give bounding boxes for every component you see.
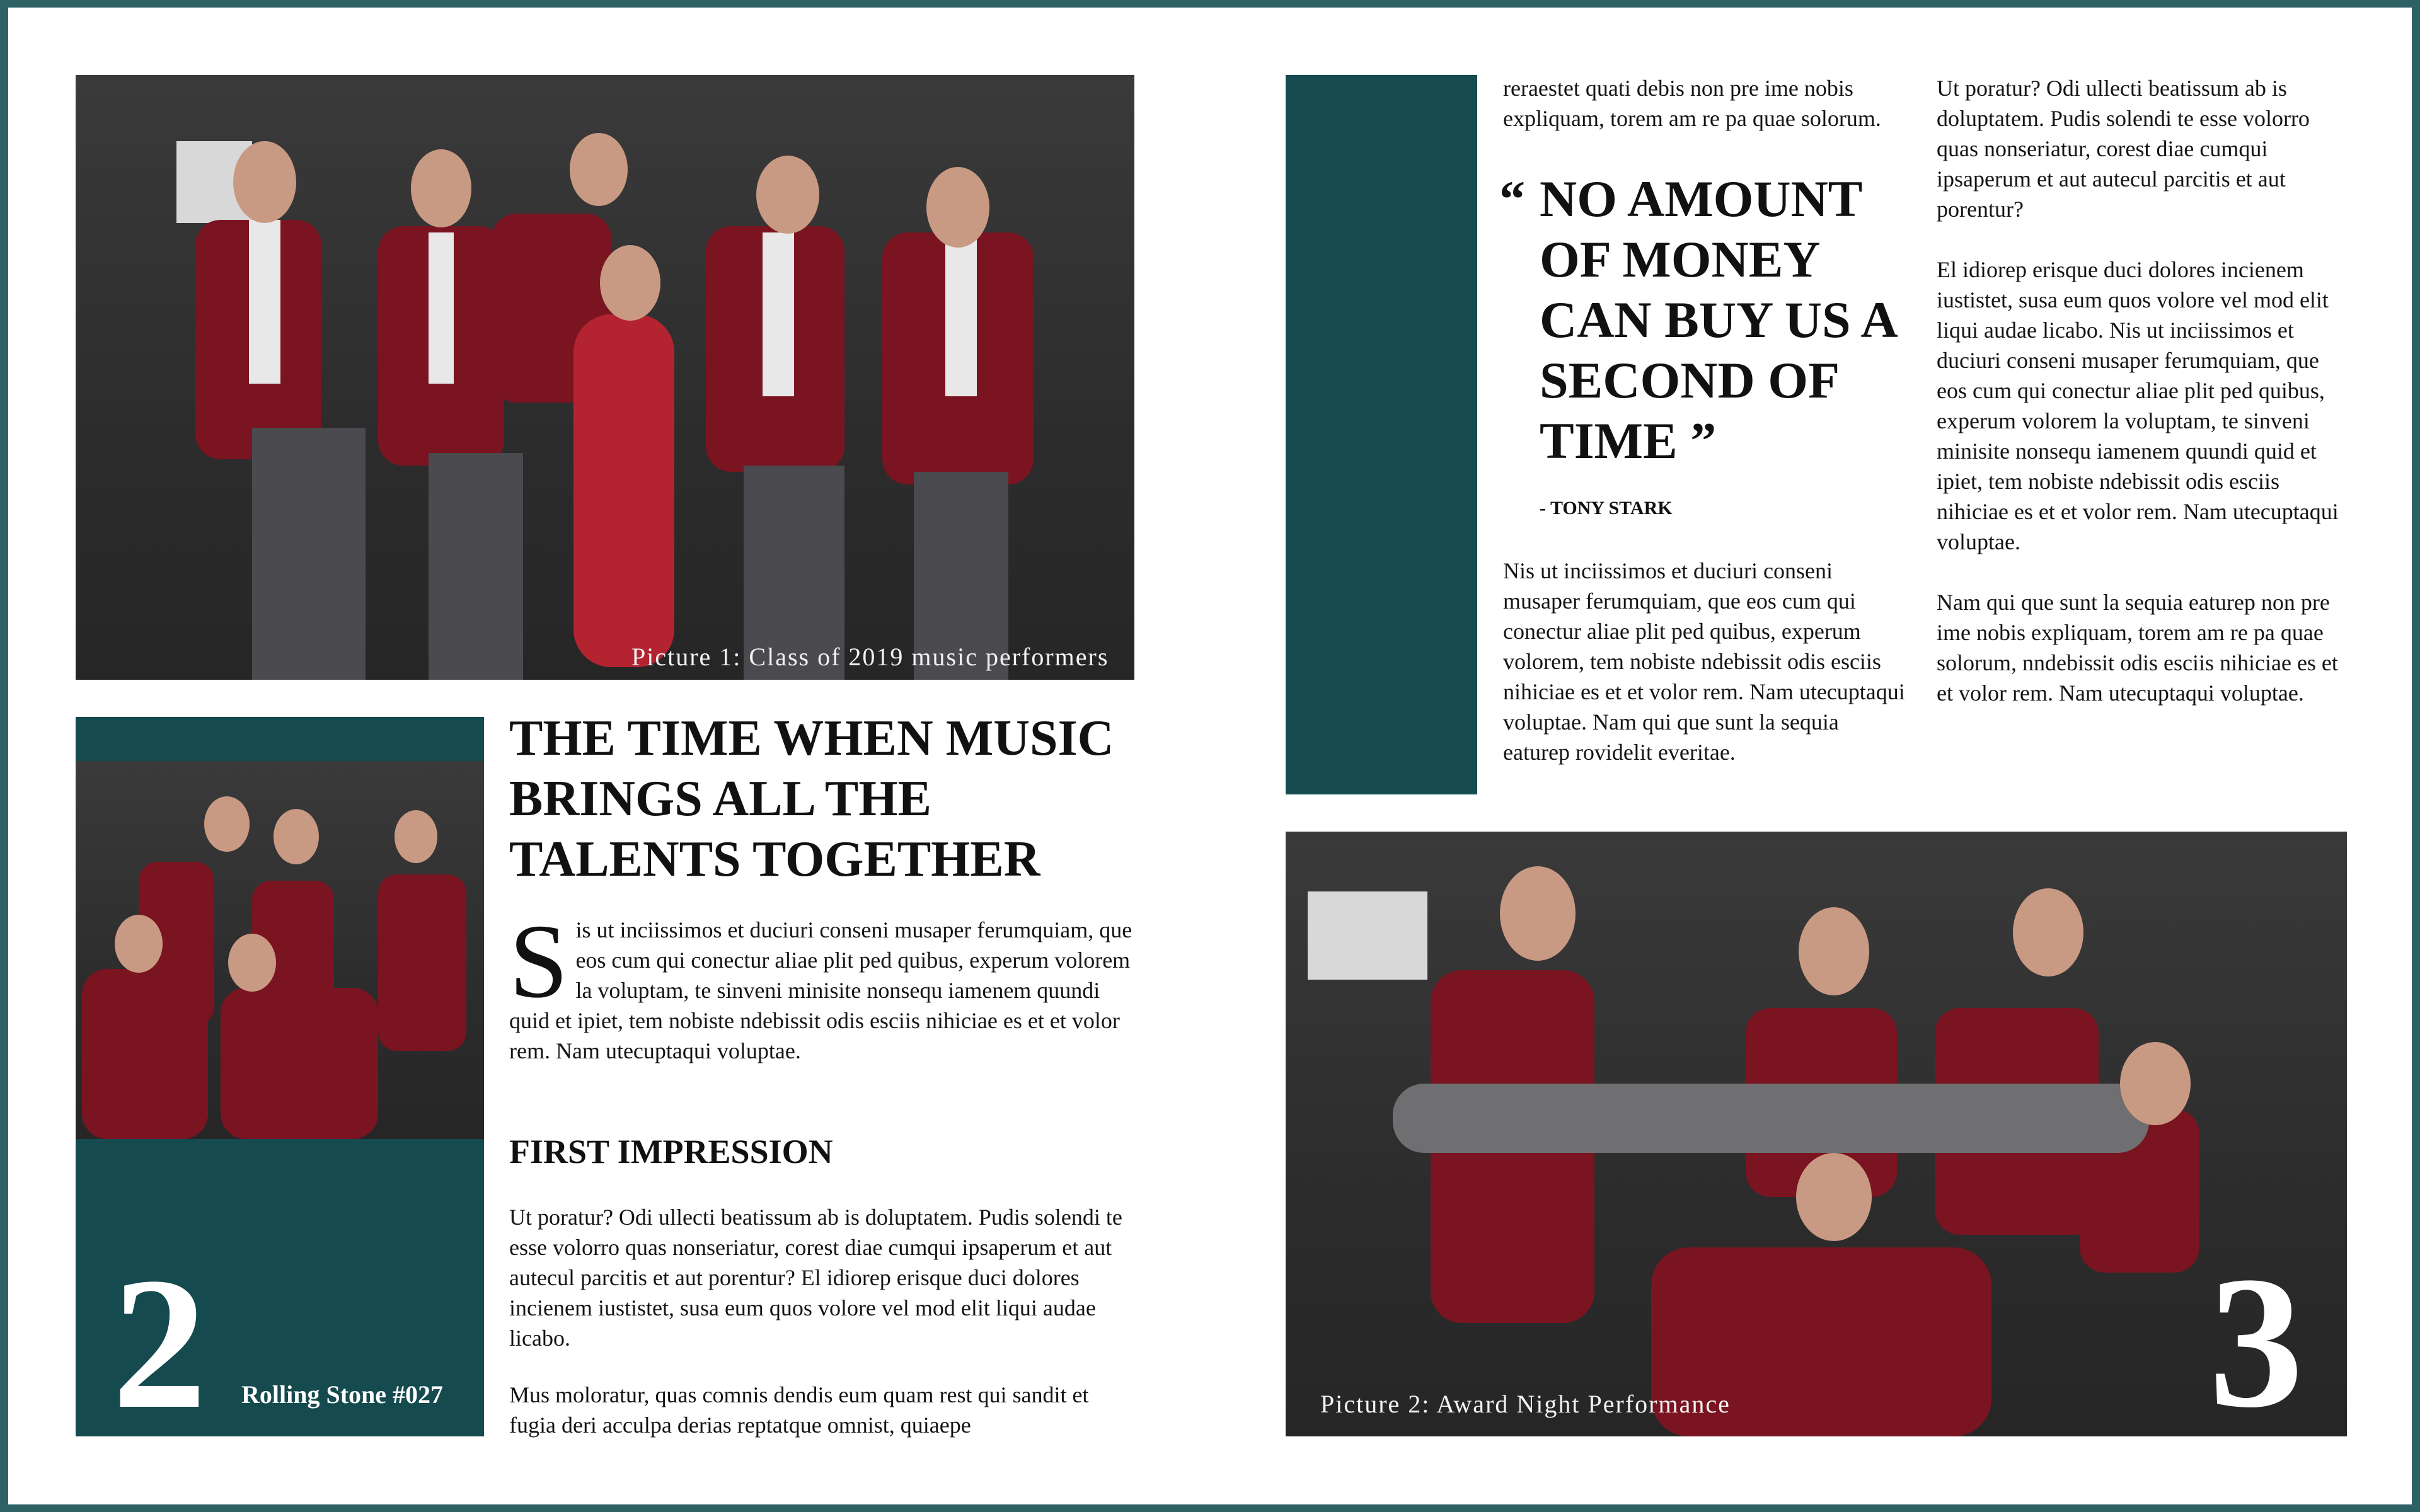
top-group-photo	[76, 75, 1134, 680]
small-photo-illustration	[76, 761, 484, 1139]
first-impression-heading: FIRST IMPRESSION	[509, 1133, 833, 1171]
top-photo-caption: Picture 1: Class of 2019 music performers	[631, 643, 1109, 671]
right-col2-paragraph-3: Nam qui que sunt la sequia eaturep non pre ime nobis expliquam, torem am re pa quae solorum, nndebissit odis esciis nihiciae es et et volor rem. Nam utecuptaqui voluptae.	[1937, 590, 2338, 706]
red-floral-scarf	[573, 314, 674, 667]
intro-paragraph	[509, 903, 1133, 1066]
right-col2-paragraph-2: El idiorep erisque duci dolores incienem iustistet, susa eum quos volore vel mod elit liqui audae licabo. Nis ut inciissimos et duciuri conseni musaper ferumquiam, que eos cum qui conectur aliae plit ped quibus, experum volorem la voluptam, te sinveni minisite nonsequ iamenem quundi quid et ipiet, tem nobiste ndebissit odis esciis nihiciae es et et volor rem. Nam utecuptaqui voluptae.	[1937, 257, 2339, 554]
page-number-3: 3	[2209, 1237, 2303, 1436]
article-paragraph-1: Ut poratur? Odi ullecti beatissum ab is doluptatem. Pudis solendi te esse volorro quas nonseriatur, corest diae cumqui ipsaperum et aut autecul parcitis et aut porentur? El idiorep erisque duci dolores incienem iustistet, susa eum quos volore vel mod elit liqui audae licabo.	[509, 1205, 1122, 1351]
award-night-illustration	[1286, 832, 2347, 1436]
magazine-spread	[8, 8, 2412, 1504]
intro-text: is ut inciissimos et duciuri conseni musaper ferumquiam, que eos cum qui conectur aliae plit ped quibus, experum volorem la voluptam, te sinveni minisite nonsequ iamenem quundi quid et ipiet, tem nobiste ndebissit odis esciis nihiciae es et et volor rem. Nam utecuptaqui voluptae.	[509, 917, 1132, 1063]
pull-quote-text: NO AMOUNT OF MONEY CAN BUY US A SECOND OF TIME ”	[1540, 170, 1896, 469]
group-photo-illustration	[76, 75, 1134, 680]
pull-quote-open-mark: “	[1499, 170, 1525, 227]
right-col1-top-text: reraestet quati debis non pre ime nobis expliquam, torem am re pa quae solorum.	[1503, 76, 1881, 131]
small-group-photo	[76, 761, 484, 1139]
safety-notice-sign-2	[1308, 891, 1427, 980]
article-headline: THE TIME WHEN MUSIC BRINGS ALL THE TALENTS TOGETHER	[509, 711, 1114, 887]
bottom-group-photo	[1286, 832, 2347, 1436]
page-number-2: 2	[112, 1239, 207, 1448]
page-3-teal-bar	[1286, 75, 1477, 794]
drop-cap: S	[509, 903, 568, 1020]
lifted-performer	[1393, 1084, 2149, 1153]
bottom-photo-caption: Picture 2: Award Night Performance	[1320, 1390, 1731, 1418]
right-column-2	[1937, 73, 2353, 708]
right-col1-bottom-text: Nis ut inciissimos et duciuri conseni musaper ferumquiam, que eos cum qui conectur aliae plit ped quibus, experum volorem, tem nobiste ndebissit odis esciis nihiciae es et et volor rem. Nam utecuptaqui voluptae. Nam qui que sunt la sequia eaturep rovidelit everitae.	[1503, 558, 1905, 765]
issue-label: Rolling Stone #027	[241, 1380, 444, 1409]
pull-quote-attribution: - TONY STARK	[1540, 498, 1673, 518]
article-paragraph-2: Mus moloratur, quas comnis dendis eum quam rest qui sandit et fugia deri acculpa derias reptatque omnist, quiaepe	[509, 1382, 1089, 1438]
right-col2-paragraph-1: Ut poratur? Odi ullecti beatissum ab is doluptatem. Pudis solendi te esse volorro quas nonseriatur, corest diae cumqui ipsaperum et aut autecul parcitis et aut porentur?	[1937, 76, 2310, 222]
